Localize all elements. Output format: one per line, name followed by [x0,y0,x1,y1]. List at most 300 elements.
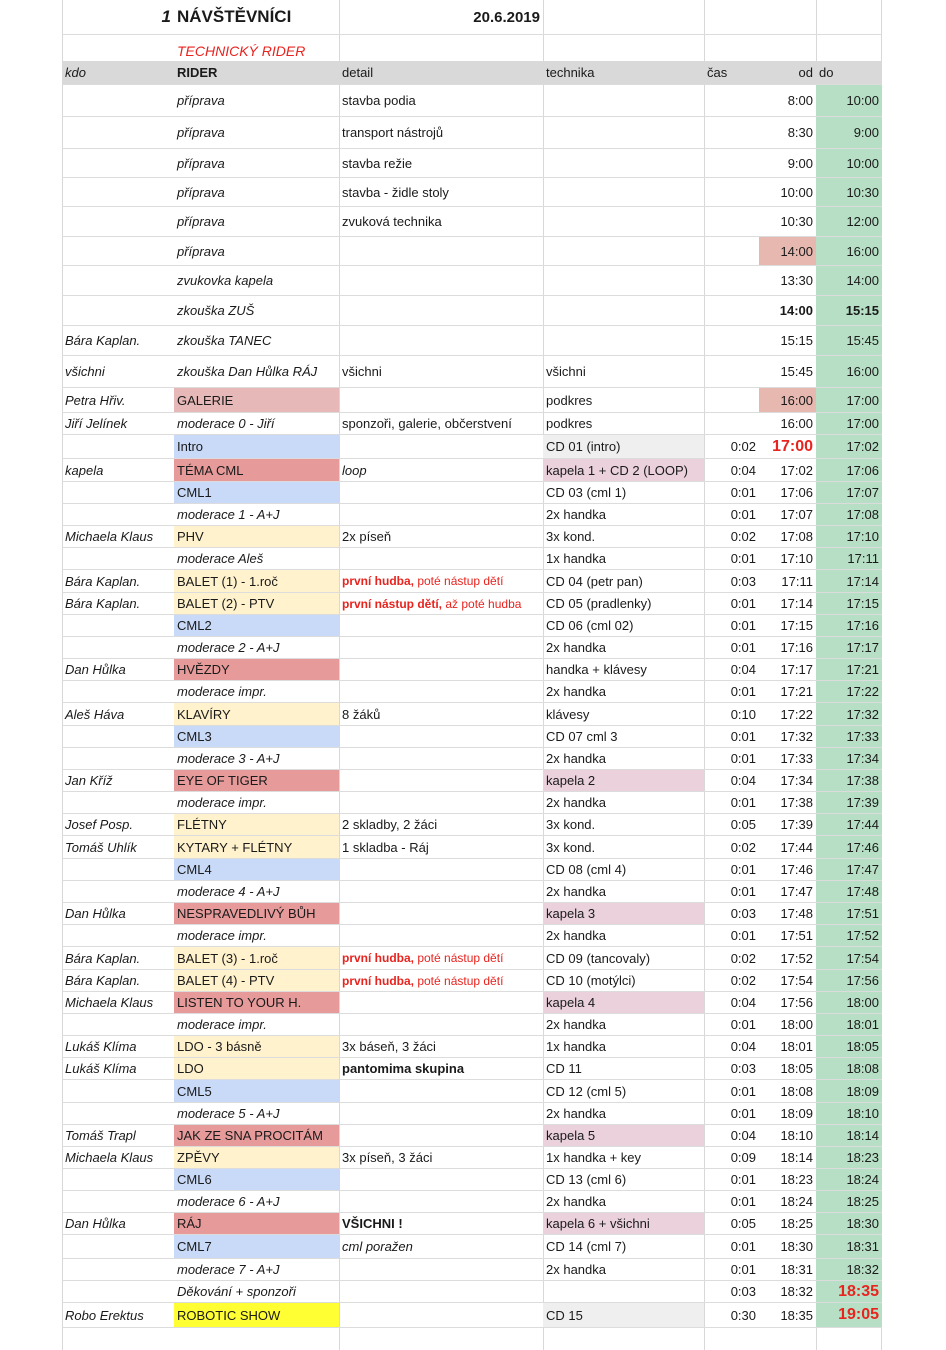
cell-kdo: Jiří Jelínek [65,416,128,431]
cell-detail [339,326,543,355]
cell-do: 18:31 [816,1235,882,1258]
cell-do: 17:16 [816,615,882,636]
cell-rider: příprava [177,214,225,229]
table-row [62,85,882,117]
cell-od: 14:00 [779,303,813,318]
cell-od: 18:32 [780,1284,813,1299]
cell-rider: CML6 [174,1169,339,1190]
column-header-row [62,61,882,85]
cell-do: 17:46 [816,836,882,858]
cell-detail [339,1014,543,1035]
header-do: do [819,65,834,80]
cell-kdo [62,1281,174,1302]
cell-kdo [62,207,174,236]
cell-od: 17:14 [780,596,813,611]
cell-rider: příprava [177,184,225,200]
cell-rider: zkouška TANEC [177,333,272,348]
cell-do: 16:00 [816,356,882,387]
cell-do: 18:14 [816,1125,882,1146]
cell-detail: 8 žáků [342,706,381,722]
cell-rider: moderace impr. [177,684,267,699]
cell-kdo [62,1080,174,1102]
table-row [62,1235,882,1259]
cell-cas: 0:10 [730,706,756,722]
cell-technika: 2x handka [546,1106,606,1121]
cell-detail: 2 skladby, 2 žáci [342,817,438,832]
cell-cas: 0:02 [730,839,756,855]
cell-cas [704,413,759,434]
cell-cas: 0:04 [730,1039,756,1054]
cell-kdo: Lukáš Klíma [65,1039,137,1054]
cell-kdo: Bára Kaplan. [65,573,141,589]
cell-od: 18:05 [780,1061,813,1076]
cell-kdo: Lukáš Klíma [65,1061,137,1076]
cell-technika [543,85,704,116]
cell-rider: TÉMA CML [174,459,339,481]
cell-detail: stavba podia [342,93,416,108]
cell-technika: 1x handka [546,1039,606,1054]
cell-kdo: Bára Kaplan. [65,973,141,988]
cell-kdo [62,637,174,658]
cell-kdo [62,296,174,325]
cell-kdo: Michaela Klaus [65,529,154,544]
cell-technika: 2x handka [546,884,606,899]
cell-rider: moderace 7 - A+J [177,1262,280,1277]
cell-kdo: všichni [65,364,105,379]
cell-cas: 0:01 [730,928,756,943]
cell-cas: 0:02 [730,529,756,544]
table-row [62,615,882,637]
cell-technika [543,266,704,295]
cell-do: 12:00 [816,207,882,236]
cell-od: 17:00 [772,437,813,455]
cell-cas [704,237,759,265]
cell-rider: BALET (2) - PTV [174,593,339,614]
cell-do: 17:06 [816,459,882,481]
cell-technika: 2x handka [546,1194,606,1209]
cell-do: 10:00 [816,85,882,116]
cell-cas: 0:04 [730,462,756,478]
cell-od: 17:46 [780,862,813,877]
cell-cas: 0:03 [730,573,756,589]
cell-rider: zkouška ZUŠ [177,303,255,318]
cell-rider: zkouška Dan Hůlka RÁJ [177,364,318,379]
cell-cas: 0:01 [730,862,756,877]
cell-rider: BALET (3) - 1.roč [174,947,339,969]
cell-do: 18:10 [816,1103,882,1124]
cell-detail [339,266,543,295]
cell-cas: 0:01 [730,551,756,566]
cell-detail [339,792,543,813]
cell-do: 17:48 [816,881,882,902]
cell-od: 18:31 [780,1262,813,1277]
cell-technika: CD 08 (cml 4) [546,862,627,877]
cell-rider: PHV [174,526,339,547]
cell-cas: 0:03 [730,1061,756,1076]
detail-note: až poté hudba [442,596,522,611]
cell-od: 17:07 [780,507,813,522]
cell-detail [339,903,543,924]
cell-technika: CD 07 cml 3 [546,729,618,744]
cell-technika: CD 06 (cml 02) [546,618,634,633]
cell-do: 17:32 [816,703,882,725]
cell-do: 18:23 [816,1147,882,1168]
cell-do: 18:30 [816,1213,882,1234]
cell-cas: 0:01 [730,729,756,744]
cell-technika: 2x handka [546,1262,606,1277]
cell-rider: LDO [174,1058,339,1079]
cell-od: 18:30 [780,1239,813,1254]
cell-technika: podkres [546,416,593,431]
cell-od: 17:33 [780,751,813,766]
detail-emphasis: první hudba, [342,574,414,588]
detail-emphasis: první hudba, [342,951,414,965]
cell-do: 17:10 [816,526,882,547]
table-row [62,1169,882,1191]
cell-cas: 0:01 [730,884,756,899]
table-row [62,1303,882,1328]
cell-kdo [62,925,174,946]
cell-technika: 2x handka [546,640,606,655]
cell-rider: RÁJ [174,1213,339,1234]
cell-cas: 0:01 [730,485,756,500]
cell-technika [543,326,704,355]
cell-detail: sponzoři, galerie, občerstvení [342,416,512,431]
cell-rider: Děkování + sponzoři [177,1284,296,1299]
cell-rider: moderace 3 - A+J [177,751,280,766]
cell-od: 15:15 [780,333,813,348]
cell-cas [704,388,759,412]
cell-detail [339,1125,543,1146]
cell-do: 16:00 [816,237,882,265]
cell-technika: CD 12 (cml 5) [546,1083,627,1099]
table-row [62,814,882,836]
cell-kdo [62,504,174,525]
cell-technika: CD 14 (cml 7) [546,1239,627,1254]
cell-detail [339,748,543,769]
cell-od: 18:35 [780,1307,813,1323]
cell-rider: HVĚZDY [174,659,339,680]
cell-rider: moderace 1 - A+J [177,507,280,522]
cell-rider: ROBOTIC SHOW [174,1303,339,1327]
cell-technika [543,207,704,236]
cell-detail [339,1169,543,1190]
cell-technika: CD 09 (tancovaly) [546,950,651,966]
cell-cas: 0:01 [730,1172,756,1187]
cell-rider: ZPĚVY [174,1147,339,1168]
cell-od: 15:45 [780,364,813,379]
cell-technika: CD 03 (cml 1) [546,485,627,500]
cell-technika: 1x handka + key [546,1150,642,1165]
subtitle-row [62,34,882,62]
table-row [62,681,882,703]
cell-technika: kapela 3 [543,903,704,924]
cell-detail [339,1080,543,1102]
cell-cas [704,117,759,148]
cell-technika [543,149,704,177]
cell-do: 18:00 [816,992,882,1013]
cell-cas: 0:01 [730,596,756,611]
table-row [62,1014,882,1036]
cell-rider: CML7 [174,1235,339,1258]
header-cas: čas [707,65,728,80]
cell-technika: 2x handka [546,751,606,766]
cell-kdo: kapela [65,462,104,478]
cell-detail: 3x báseň, 3 žáci [342,1039,436,1054]
cell-kdo [62,85,174,116]
cell-do: 15:15 [816,296,882,325]
cell-rider: KYTARY + FLÉTNY [174,836,339,858]
cell-do: 18:08 [816,1058,882,1079]
cell-kdo [62,1191,174,1212]
cell-do: 15:45 [816,326,882,355]
cell-od: 17:39 [780,817,813,832]
cell-cas [704,85,759,116]
cell-rider: moderace 5 - A+J [177,1106,280,1121]
cell-detail [339,593,543,614]
cell-detail [339,970,543,991]
cell-technika: CD 11 [546,1061,582,1076]
cell-do: 18:24 [816,1169,882,1190]
cell-cas: 0:01 [730,795,756,810]
cell-detail [339,435,543,458]
cell-kdo: Petra Hřiv. [65,392,126,408]
cell-detail [339,992,543,1013]
cell-kdo: Aleš Háva [65,706,125,722]
cell-cas: 0:01 [730,618,756,633]
cell-cas: 0:01 [730,751,756,766]
cell-rider: příprava [177,93,225,108]
cell-detail [339,1281,543,1302]
table-row [62,947,882,970]
table-row [62,548,882,570]
table-row [62,792,882,814]
cell-technika: CD 04 (petr pan) [546,573,643,589]
cell-do: 17:07 [816,482,882,503]
cell-cas: 0:05 [730,817,756,832]
cell-od: 17:44 [780,839,813,855]
cell-rider: moderace impr. [177,928,267,943]
cell-kdo: Jan Kříž [65,773,113,788]
cell-technika [543,237,704,265]
cell-od: 18:00 [780,1017,813,1032]
table-row [62,1125,882,1147]
cell-detail: stavba - židle stoly [342,184,449,200]
cell-cas: 0:05 [730,1216,756,1231]
table-row [62,570,882,593]
cell-rider: moderace 4 - A+J [177,884,280,899]
cell-rider: FLÉTNY [174,814,339,835]
table-row [62,970,882,992]
cell-od: 18:08 [780,1083,813,1099]
table-row [62,903,882,925]
cell-od: 18:01 [780,1039,813,1054]
cell-detail [339,947,543,969]
cell-do: 17:33 [816,726,882,747]
cell-detail: transport nástrojů [342,125,444,140]
cell-od: 18:10 [780,1128,813,1143]
cell-technika: podkres [546,392,593,408]
cell-detail: 3x píseň, 3 žáci [342,1150,433,1165]
cell-detail [339,296,543,325]
cell-cas [704,207,759,236]
cell-od: 17:16 [780,640,813,655]
cell-kdo: Tomáš Uhlík [65,839,137,855]
cell-technika: 1x handka [546,551,606,566]
table-row [62,593,882,615]
cell-do: 18:01 [816,1014,882,1035]
cell-do: 17:56 [816,970,882,991]
cell-detail [339,925,543,946]
cell-detail [339,726,543,747]
cell-do: 18:32 [816,1259,882,1280]
cell-od: 18:23 [780,1172,813,1187]
sheet-number: 1 [161,7,171,26]
cell-detail: 2x píseň [342,529,392,544]
header-od: od [798,65,813,80]
cell-kdo [62,1169,174,1190]
cell-kdo: Michaela Klaus [65,1150,154,1165]
cell-detail [339,770,543,791]
header-technika: technika [546,65,595,80]
cell-do: 10:00 [816,149,882,177]
cell-technika: 2x handka [546,684,606,699]
table-row [62,726,882,748]
cell-od: 10:30 [780,214,813,229]
cell-cas: 0:09 [730,1150,756,1165]
cell-od: 17:48 [780,906,813,921]
table-row [62,881,882,903]
cell-do: 17:54 [816,947,882,969]
header-rider: RIDER [177,65,218,80]
table-row [62,748,882,770]
cell-rider: EYE OF TIGER [174,770,339,791]
cell-kdo [62,881,174,902]
cell-technika: CD 01 (intro) [543,435,704,458]
cell-technika: 3x kond. [546,529,596,544]
cell-rider: moderace 6 - A+J [177,1194,280,1209]
cell-do: 17:22 [816,681,882,702]
cell-od: 17:51 [780,928,813,943]
cell-cas [704,356,759,387]
cell-rider: BALET (1) - 1.roč [174,570,339,592]
cell-od: 18:09 [780,1106,813,1121]
cell-kdo [62,615,174,636]
cell-kdo: Michaela Klaus [65,995,154,1010]
cell-cas [704,326,759,355]
cell-rider: KLAVÍRY [174,703,339,725]
cell-cas: 0:04 [730,1128,756,1143]
table-row [62,178,882,207]
cell-do: 17:44 [816,814,882,835]
table-row [62,504,882,526]
cell-do: 17:08 [816,504,882,525]
cell-kdo [62,748,174,769]
cell-cas: 0:04 [730,662,756,677]
cell-rider: CML4 [174,859,339,880]
cell-od: 17:10 [780,551,813,566]
cell-do: 17:14 [816,570,882,592]
cell-cas [704,149,759,177]
cell-detail: cml poražen [342,1239,413,1254]
cell-rider: příprava [177,243,225,259]
table-row [62,703,882,726]
cell-cas [704,178,759,206]
cell-detail [339,1103,543,1124]
cell-cas [704,266,759,295]
cell-cas: 0:01 [730,1239,756,1254]
table-row [62,925,882,947]
table-row [62,659,882,681]
table-row [62,859,882,881]
cell-do: 17:52 [816,925,882,946]
cell-od: 17:54 [780,973,813,988]
cell-do: 17:15 [816,593,882,614]
page-title: NÁVŠTĚVNÍCI [177,7,292,26]
cell-rider: NESPRAVEDLIVÝ BŮH [174,903,339,924]
table-row [62,1259,882,1281]
table-row [62,1281,882,1303]
cell-detail: všichni [342,364,382,379]
cell-kdo [62,435,174,458]
cell-kdo: Josef Posp. [65,817,133,832]
cell-od: 18:24 [780,1194,813,1209]
cell-od: 13:30 [780,273,813,288]
cell-kdo [62,149,174,177]
cell-kdo: Dan Hůlka [65,906,126,921]
cell-do: 17:21 [816,659,882,680]
table-row [62,1147,882,1169]
cell-technika: kapela 4 [543,992,704,1013]
cell-detail [339,548,543,569]
cell-technika [543,1281,704,1302]
cell-rider: CML2 [174,615,339,636]
table-row [62,992,882,1014]
cell-do: 17:00 [816,388,882,412]
header-kdo: kdo [65,65,86,80]
cell-od: 16:00 [759,388,816,412]
cell-od: 17:34 [780,773,813,788]
cell-do: 17:17 [816,637,882,658]
cell-od: 17:21 [780,684,813,699]
cell-kdo [62,1235,174,1258]
table-row [62,356,882,388]
cell-kdo [62,1014,174,1035]
cell-od: 17:32 [780,729,813,744]
cell-kdo [62,1259,174,1280]
cell-cas: 0:01 [730,1083,756,1099]
cell-do: 10:30 [816,178,882,206]
cell-technika: CD 10 (motýlci) [546,973,636,988]
cell-kdo [62,792,174,813]
table-row [62,326,882,356]
cell-od: 17:17 [780,662,813,677]
cell-kdo: Bára Kaplan. [65,333,141,348]
cell-detail: VŠICHNI ! [342,1216,403,1231]
cell-technika: kapela 2 [543,770,704,791]
cell-detail: stavba režie [342,155,413,171]
cell-od: 18:14 [780,1150,813,1165]
cell-technika: kapela 5 [543,1125,704,1146]
cell-do: 14:00 [816,266,882,295]
cell-kdo: Bára Kaplan. [65,596,141,611]
cell-kdo [62,178,174,206]
cell-technika: CD 05 (pradlenky) [546,596,652,611]
cell-od: 17:52 [780,950,813,966]
cell-technika: 3x kond. [546,817,596,832]
cell-kdo [62,237,174,265]
cell-cas: 0:01 [730,1017,756,1032]
